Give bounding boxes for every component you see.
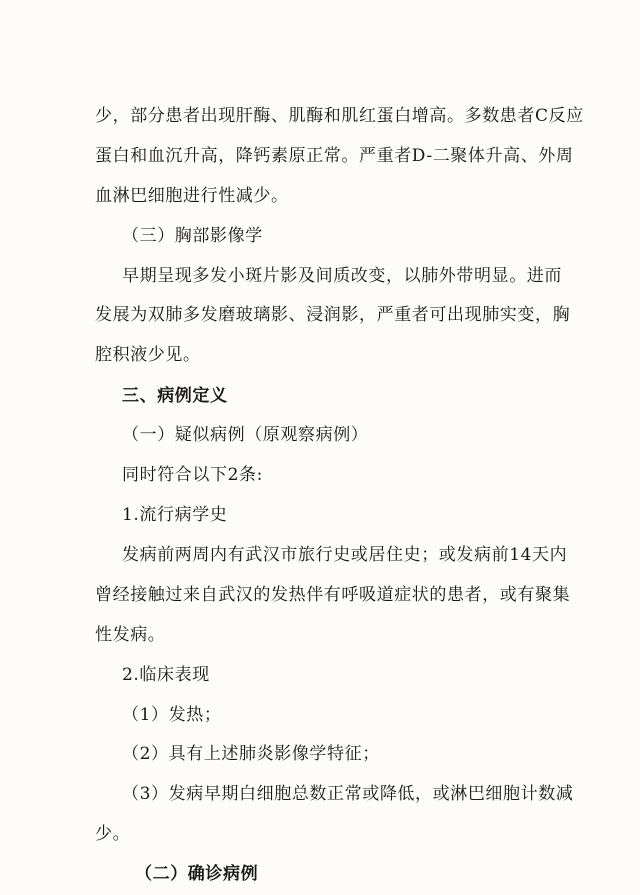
body-text-line: 少，部分患者出现肝酶、肌酶和肌红蛋白增高。多数患者C反应 xyxy=(95,106,584,126)
body-text-line: 腔积液少见。 xyxy=(95,345,201,365)
body-text-line: 同时符合以下2条: xyxy=(122,465,263,485)
body-text-line: 曾经接触过来自武汉的发热伴有呼吸道症状的患者，或有聚集 xyxy=(95,585,571,605)
list-item: （2）具有上述肺炎影像学特征； xyxy=(122,744,380,764)
list-item: （1）发热； xyxy=(122,705,222,725)
body-text-line: 蛋白和血沉升高，降钙素原正常。严重者D-二聚体升高、外周 xyxy=(95,146,574,166)
subsection-heading: （二）确诊病例 xyxy=(135,864,259,884)
item-heading: 1.流行病学史 xyxy=(122,505,228,525)
body-text-line: 发病前两周内有武汉市旅行史或居住史；或发病前14天内 xyxy=(122,545,568,565)
subsection-heading: （一）疑似病例（原观察病例） xyxy=(122,425,369,445)
item-heading: 2.临床表现 xyxy=(122,665,210,685)
body-text-line: 早期呈现多发小斑片影及间质改变，以肺外带明显。进而 xyxy=(122,266,562,286)
section-heading: 三、病例定义 xyxy=(122,386,228,406)
body-text-line: 性发病。 xyxy=(95,625,166,645)
body-text-line: 血淋巴细胞进行性减少。 xyxy=(95,186,289,206)
list-item: （3）发病早期白细胞总数正常或降低，或淋巴细胞计数减 xyxy=(122,784,574,804)
subsection-heading: （三）胸部影像学 xyxy=(122,226,263,246)
body-text-line: 发展为双肺多发磨玻璃影、浸润影，严重者可出现肺实变，胸 xyxy=(95,305,571,325)
body-text-line: 少。 xyxy=(95,824,131,844)
